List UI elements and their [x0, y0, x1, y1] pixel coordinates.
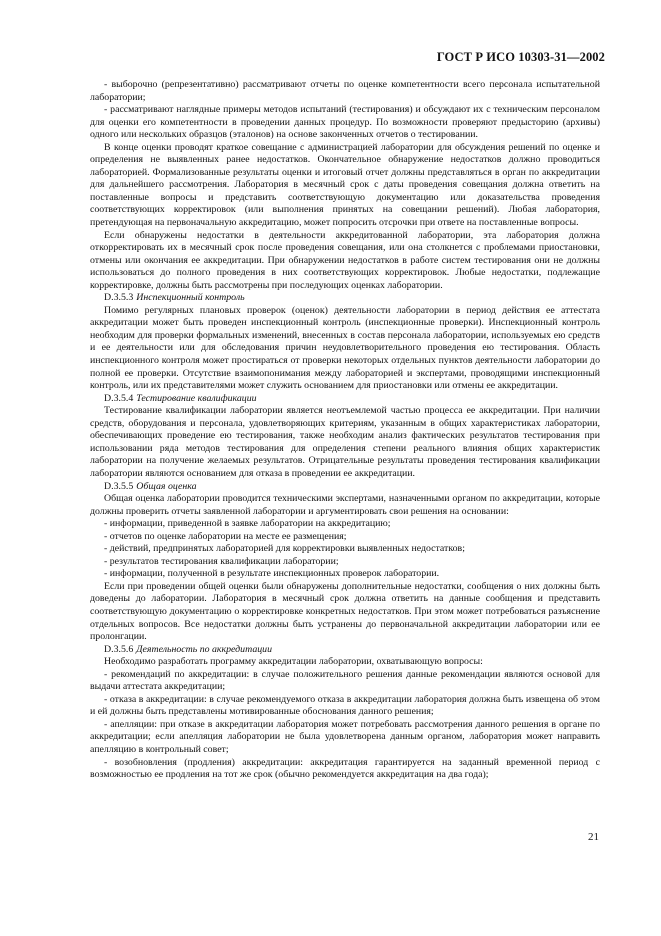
- section-number: D.3.5.6: [104, 643, 134, 655]
- section-title: Общая оценка: [136, 480, 197, 492]
- paragraph: Общая оценка лаборатории проводится техническими экспертами, назначенными органом по аккредитации, которые должны проверить отчеты заявленной лаборатории и аргументировать свои решения на основании:: [90, 493, 600, 517]
- paragraph: Необходимо разработать программу аккредитации лаборатории, охватывающую вопросы:: [104, 656, 483, 668]
- paragraph: Если обнаружены недостатки в деятельности аккредитованной лаборатории, эта лаборатория должна откорректировать их в месячный срок после проведения совещания, или она столкнется с проблемами приостановки, отмены или окончания ее аккредитации. При обнаружении недостатков в работе систем тестирования они не должны использоваться до полного проведения в них соответствующих корректировок. Любые недостатки, подлежащие корректировке, должны быть рассмотрены при последующих оценках лаборатории.: [90, 229, 600, 291]
- page-header-title: ГОСТ Р ИСО 10303-31—2002: [436, 50, 605, 64]
- section-title: Инспекционный контроль: [136, 292, 245, 304]
- section-title: Деятельность по аккредитации: [136, 643, 273, 655]
- list-item: - информации, приведенной в заявке лаборатории на аккредитацию;: [104, 518, 391, 530]
- paragraph: - рассматривают наглядные примеры методов испытаний (тестирования) и обсуждают их с техническим персоналом для оценки его компетентности в проведении данных процедур. По возможности проверяют предысторию (архивы) одного или нескольких образцов (эталонов) на основе законченных отчетов о тестировании.: [90, 104, 600, 141]
- list-item: - действий, предпринятых лабораторией для корректировки выявленных недостатков;: [104, 543, 465, 555]
- section-number: D.3.5.3: [104, 292, 134, 304]
- list-item: - результатов тестирования квалификации лаборатории;: [104, 555, 339, 567]
- list-item: - возобновления (продления) аккредитации: аккредитация гарантируется на заданный временной период с возможностью ее продления на тот же срок (обычно рекомендуется аккредитация на два года);: [90, 756, 600, 781]
- section-heading-d355: [90, 481, 600, 494]
- page-number: 21: [588, 831, 599, 843]
- list-item: - информации, полученной в результате инспекционных проверок лаборатории.: [104, 568, 440, 580]
- list-item: - апелляции: при отказе в аккредитации лаборатория может потребовать рассмотрения данного решения в органе по аккредитации; если апелляция лаборатории не была удовлетворена данным органом, лаборатория может направить апелляцию в контрольный совет;: [90, 718, 600, 755]
- section-heading-d353: [90, 292, 600, 305]
- list-item: - отказа в аккредитации: в случае рекомендуемого отказа в аккредитации лаборатория должна быть извещена об этом и ей должны быть представлены мотивированные обоснования данного решения;: [90, 693, 600, 718]
- list-item: - отчетов по оценке лаборатории на месте ее размещения;: [104, 530, 347, 542]
- section-number: D.3.5.5: [104, 480, 134, 492]
- list-item: - рекомендаций по аккредитации: в случае положительного решения данные рекомендации являются основой для выдачи аттестата аккредитации;: [90, 668, 600, 693]
- section-number: D.3.5.4: [104, 392, 134, 404]
- paragraph: Если при проведении общей оценки были обнаружены дополнительные недостатки, сообщения о них должны быть доведены до лаборатории. Лаборатория в месячный срок должна ответить на данные сообщения и представить соответствующую документацию о корректировке конкретных недостатков. При этом может потребоваться разъяснение отдельных вопросов. Все недостатки должны быть устранены до первоначальной аккредитации лаборатории или ее пролонгации.: [90, 580, 600, 643]
- document-body: [90, 79, 600, 782]
- section-heading-d354: [90, 393, 600, 406]
- section-heading-d356: [90, 644, 600, 657]
- paragraph: Помимо регулярных плановых проверок (оценок) деятельности лаборатории в период действия ее аттестата аккредитации может быть проведен инспекционный контроль (инспекционные проверки). Инспекционный контроль необходим для проверки формальных изменений, внесенных в состав персонала лаборатории, используемых ею средств и ее деятельности или для обследования причин неудовлетворительного проведения ею тестирования. Область инспекционного контроля может простираться от проверки некоторых отдельных пунктов деятельности лаборатории до полной ее проверки. Отсутствие взаимопонимания между лабораторией и экспертами, проводящими инспекционный контроль, или их представителями может служить основанием для приостановки или отмены ее аккредитации.: [90, 304, 600, 392]
- paragraph: - выборочно (репрезентативно) рассматривают отчеты по оценке компетентности всего персонала испытательной лаборатории;: [90, 79, 600, 103]
- paragraph: Тестирование квалификации лаборатории является неотъемлемой частью процесса ее аккредитации. При наличии средств, оборудования и персонала, удовлетворяющих критериям, указанным в общих характеристиках лаборатории, обеспечивающих проведение ею тестирования, также необходим анализ фактических результатов тестирования при использовании ряда методов тестирования для определения степени реального влияния общих характеристик лаборатории на получение желаемых результатов. Отрицательные результаты проведения тестирования квалификации лаборатории являются основанием для отказа в проведении ее аккредитации.: [90, 405, 600, 479]
- paragraph: В конце оценки проводят краткое совещание с администрацией лаборатории для обсуждения решений по оценке и определения не выявленных ранее недостатков. Окончательное обнаружение недостатков должно проводиться лабораторией. Формализованные результаты оценки и итоговый отчет должны представляться в орган по аккредитации для дальнейшего рассмотрения. Лаборатория в месячный срок с даты проведения совещания должна ответить на поставленные вопросы и представить соответствующую документацию или доказательства проведения соответствующих корректировок (или выполнения принятых на совещании решений). Любая лаборатория, претендующая на первоначальную аккредитацию, может попросить отсрочки при ответе на поставленные вопросы.: [90, 141, 600, 229]
- section-title: Тестирование квалификации: [136, 392, 257, 404]
